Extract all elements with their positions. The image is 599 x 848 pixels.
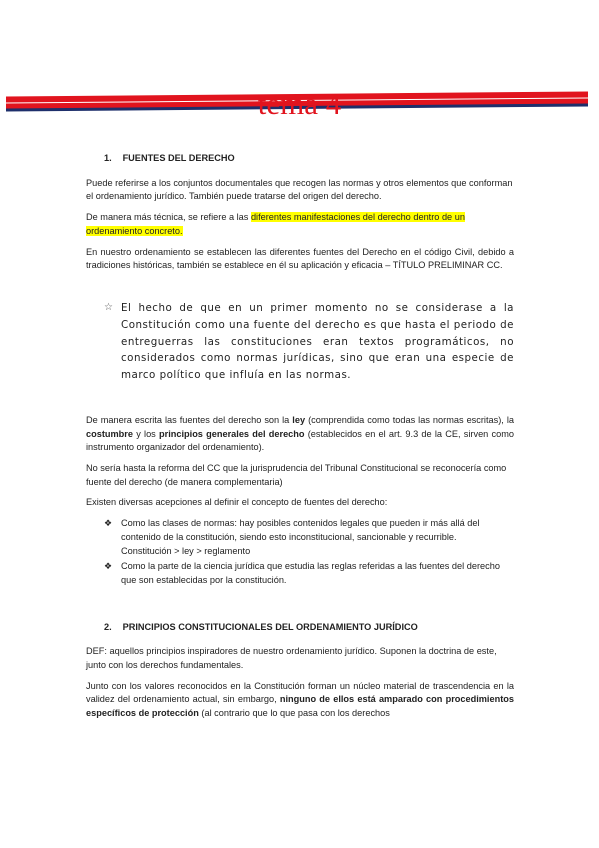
document-body (86, 152, 514, 728)
list-item-extra: Constitución > ley > reglamento (121, 545, 251, 556)
section-number: 2. (104, 621, 112, 632)
paragraph (86, 680, 514, 721)
paragraph-sources (86, 414, 514, 455)
text-run: Junto con los valores reconocidos en la Constitución forman un núcleo material de trascendencia en la validez del ordenamiento actual, sin embargo, (86, 680, 514, 705)
paragraph: No sería hasta la reforma del CC que la jurisprudencia del Tribunal Constitucional se reconocería como fuente del derecho (de manera complementaria) (86, 463, 507, 487)
note-text: El hecho de que en un primer momento no se considerase a la Constitución como una fuente del derecho es que hasta el periodo de entreguerras las constituciones eran textos programáticos, no considerados como normas jurídicas, sino que eran una especie de marco político que influía en las normas. (121, 301, 514, 382)
list-item-text: Como la parte de la ciencia jurídica que estudia las reglas referidas a las fuentes del derecho que son establecidas por la constitución. (121, 561, 500, 585)
bold-term: costumbre (86, 428, 133, 439)
section-title: PRINCIPIOS CONSTITUCIONALES DEL ORDENAMIENTO JURÍDICO (122, 621, 418, 632)
text-run: (comprendida como todas las normas escritas), la (305, 414, 514, 425)
section-heading-2 (104, 621, 514, 635)
star-outline-icon: ☆ (104, 301, 113, 313)
paragraph: En nuestro ordenamiento se establecen las diferentes fuentes del Derecho en el código Civil, debido a tradiciones históricas, también se establece en él su aplicación y eficacia – TÍTULO PRELIMINAR CC. (86, 246, 514, 271)
list-item-text (121, 517, 514, 558)
paragraph: Puede referirse a los conjuntos documentales que recogen las normas y otros elementos que conforman el ordenamiento jurídico. También puede tratarse del origen del derecho. (86, 177, 513, 202)
list-item-line: Como las clases de normas: hay posibles contenidos legales que pueden ir más allá del contenido de la constitución, siendo esto inconstitucional, sancionable y recurrible. (121, 518, 480, 542)
highlighted-text: diferentes manifestaciones del derecho dentro de un ordenamiento concreto. (86, 212, 465, 236)
bold-term: principios generales del derecho (159, 428, 305, 439)
text-run: (establecidos en el art. 9.3 de la CE, sirven como instrumento organizador del ordenamiento). (86, 428, 514, 453)
list-item (104, 560, 514, 587)
section-number: 1. (104, 153, 112, 163)
text-run: y los (132, 428, 160, 439)
diamond-bullet-icon: ❖ (104, 561, 113, 572)
section-title: FUENTES DEL DERECHO (122, 153, 235, 163)
bold-term: ninguno de ellos está amparado con procedimientos específicos de protección (86, 694, 514, 719)
section-heading-1 (104, 152, 514, 166)
list-item (104, 517, 514, 558)
paragraph: DEF: aquellos principios inspiradores de nuestro ordenamiento jurídico. Suponen la doctrina de este, junto con los derechos fundamentales. (86, 646, 497, 671)
page-title: tema 4 (257, 86, 342, 121)
paragraph-highlight (86, 211, 514, 238)
bold-term: ley (292, 414, 306, 425)
paragraph: Existen diversas acepciones al definir el concepto de fuentes del derecho: (86, 497, 388, 508)
diamond-bullet-icon: ❖ (104, 518, 113, 529)
text-run: De manera más técnica, se refiere a las (86, 212, 251, 223)
note-block (104, 300, 514, 384)
text-run: De manera escrita las fuentes del derecho son la (86, 414, 293, 425)
text-run: (al contrario que lo que pasa con los derechos (198, 708, 390, 719)
